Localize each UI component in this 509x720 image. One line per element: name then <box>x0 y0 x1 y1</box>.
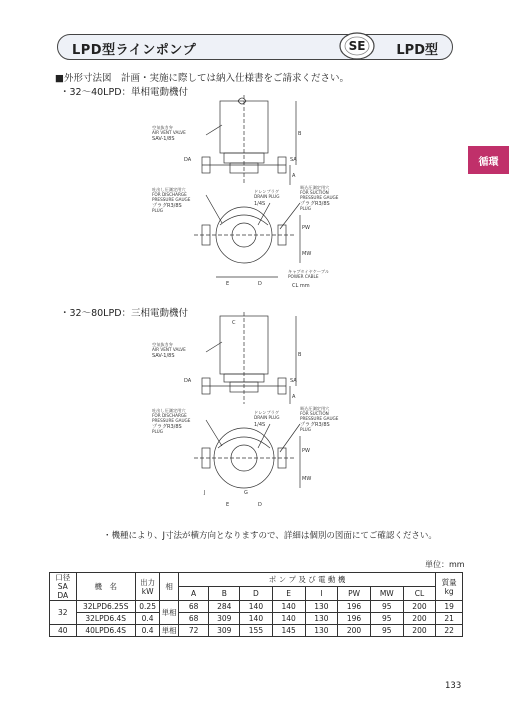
d1-dim-d: D <box>258 281 262 287</box>
brand-logo <box>338 30 376 62</box>
header-group: ポ ン プ 及 び 電 動 機 <box>178 573 436 587</box>
cell-e: 145 <box>272 625 305 637</box>
d2-drain-size: 1/4S <box>254 422 266 428</box>
d2-discharge-plug: プラグR3/8S <box>152 424 182 430</box>
d1-dim-e: E <box>226 281 230 287</box>
header-bore: 口径 SA DA <box>50 573 77 601</box>
d2-dim-j: J <box>204 490 206 496</box>
cell-b: 284 <box>209 601 240 613</box>
page-number: 133 <box>445 681 462 691</box>
cell-e: 140 <box>272 601 305 613</box>
cell-model: 32LPD6.4S <box>76 613 135 625</box>
drawing1-caption: ・32〜40LPD：単相電動機付 <box>60 87 189 98</box>
table-row <box>50 613 463 625</box>
d1-suction-gauge: 吸込圧測定用穴 <box>300 185 330 190</box>
cell-output: 0.4 <box>135 625 160 637</box>
cell-cl: 200 <box>403 613 436 625</box>
cell-a: 68 <box>178 601 209 613</box>
section-heading: ■外形寸法図 計画・実施に際しては納入仕様書をご請求ください。 <box>55 73 349 84</box>
cell-e: 140 <box>272 613 305 625</box>
d1-dim-pw: PW <box>302 225 310 231</box>
series-label: LPD型 <box>396 43 438 58</box>
d2-suction-gauge: 吸込圧測定用穴 <box>300 406 330 411</box>
cell-model: 40LPD6.4S <box>76 625 135 637</box>
d2-suction-en1: FOR SUCTION <box>300 411 329 416</box>
cell-phase: 単相 <box>160 601 178 625</box>
table-row <box>50 601 463 613</box>
cell-pw: 196 <box>338 613 371 625</box>
spec-table <box>49 572 463 637</box>
d1-discharge-en1: FOR DISCHARGE <box>152 192 187 197</box>
d1-discharge-en2: PRESSURE GAUGE <box>152 197 191 202</box>
subheader-mw: MW <box>370 587 403 601</box>
d1-drain-size: 1/4S <box>254 201 266 207</box>
d2-suction-en2: PRESSURE GAUGE <box>300 416 339 421</box>
cell-mw: 95 <box>370 613 403 625</box>
d1-suction-en1: FOR SUCTION <box>300 190 329 195</box>
d1-drain: ドレンプラグ <box>254 189 280 194</box>
d1-air-valve: 空気抜き弁 <box>152 125 173 130</box>
d2-dim-pw: PW <box>302 448 310 454</box>
cell-d: 155 <box>240 625 273 637</box>
d2-dim-a: A <box>292 394 296 400</box>
d1-discharge-plug: プラグR3/8S <box>152 203 182 209</box>
d2-dim-mw: MW <box>302 476 312 482</box>
side-tab-circulation[interactable] <box>468 146 509 174</box>
header-output: 出力 kW <box>135 573 160 601</box>
cell-pw: 196 <box>338 601 371 613</box>
page-title: LPD型ラインポンプ <box>72 43 197 58</box>
cell-d: 140 <box>240 613 273 625</box>
d2-drain-en: DRAIN PLUG <box>254 415 280 420</box>
subheader-pw: PW <box>338 587 371 601</box>
cell-cl: 200 <box>403 625 436 637</box>
d1-air-valve-model: SAV-1/8S <box>152 136 175 142</box>
d2-suction-plug-en: PLUG <box>300 427 311 432</box>
d1-discharge-plug-en: PLUG <box>152 208 163 213</box>
cell-cl: 200 <box>403 601 436 613</box>
d2-dim-b: B <box>298 352 302 358</box>
cell-mass: 21 <box>436 613 463 625</box>
d2-discharge-en1: FOR DISCHARGE <box>152 413 187 418</box>
subheader-b: B <box>209 587 240 601</box>
cell-phase: 単相 <box>161 626 177 635</box>
cell-mass: 22 <box>436 625 463 637</box>
cell-b: 309 <box>209 625 240 637</box>
cell-pw: 200 <box>338 625 371 637</box>
d2-dim-c: C <box>232 320 236 326</box>
cell-a: 72 <box>178 625 209 637</box>
cell-mw: 95 <box>370 601 403 613</box>
d2-air-valve-model: SAV-1/8S <box>152 353 175 359</box>
cell-a: 68 <box>178 613 209 625</box>
drawing-single-phase <box>150 95 350 295</box>
d2-discharge-gauge: 吐出し圧測定用穴 <box>152 408 186 413</box>
header-mass: 質量 kg <box>436 573 463 601</box>
d1-cl: CL mm <box>292 283 310 289</box>
side-tab-label: 循環 <box>478 156 499 168</box>
d1-cable-en: POWER CABLE <box>288 274 319 279</box>
cell-b: 309 <box>209 613 240 625</box>
d2-drain: ドレンプラグ <box>254 410 280 415</box>
d1-suction-plug: プラグR3/8S <box>300 201 330 207</box>
subheader-cl: CL <box>403 587 436 601</box>
d1-dim-sa: SA <box>290 157 297 163</box>
subheader-e: E <box>272 587 305 601</box>
header-model: 機 名 <box>76 573 135 601</box>
d2-air-valve-en: AIR VENT VALVE <box>152 347 186 352</box>
d1-drain-en: DRAIN PLUG <box>254 194 280 199</box>
d2-dim-e: E <box>226 502 230 508</box>
subheader-a: A <box>178 587 209 601</box>
d2-dim-d: D <box>258 502 262 508</box>
d2-suction-plug: プラグR3/8S <box>300 422 330 428</box>
d1-suction-en2: PRESSURE GAUGE <box>300 195 339 200</box>
cell-output: 0.25 <box>135 601 160 613</box>
cell-output: 0.4 <box>135 613 160 625</box>
cell-bore: 40 <box>50 625 77 637</box>
unit-label: 単位：mm <box>425 560 465 569</box>
title-bar <box>57 34 453 60</box>
cell-i: 130 <box>305 625 338 637</box>
d2-dim-g: G <box>244 490 248 496</box>
footnote: ・機種により、J寸法が横方向となりますので、詳細は個別の図面にてご確認ください。 <box>103 531 437 541</box>
d2-discharge-plug-en: PLUG <box>152 429 163 434</box>
d2-dim-sa: SA <box>290 378 297 384</box>
cell-mw: 95 <box>370 625 403 637</box>
d1-dim-a: A <box>292 173 296 179</box>
cell-i: 130 <box>305 613 338 625</box>
subheader-d: D <box>240 587 273 601</box>
cell-d: 140 <box>240 601 273 613</box>
logo-text: SE <box>348 39 366 53</box>
d2-dim-da: DA <box>184 378 192 384</box>
cell-bore: 32 <box>50 601 77 625</box>
table-row <box>50 625 463 637</box>
cell-i: 130 <box>305 601 338 613</box>
drawing2-caption: ・32〜80LPD：三相電動機付 <box>60 308 189 319</box>
cell-model: 32LPD6.25S <box>76 601 135 613</box>
d2-discharge-en2: PRESSURE GAUGE <box>152 418 191 423</box>
d2-air-valve: 空気抜き弁 <box>152 342 173 347</box>
drawing-three-phase <box>150 312 350 512</box>
d1-dim-mw: MW <box>302 251 312 257</box>
d1-suction-plug-en: PLUG <box>300 206 311 211</box>
d1-dim-da: DA <box>184 157 192 163</box>
d1-air-valve-en: AIR VENT VALVE <box>152 130 186 135</box>
d1-cable: キャブタイヤケーブル <box>288 269 330 274</box>
subheader-i: I <box>305 587 338 601</box>
cell-mass: 19 <box>436 601 463 613</box>
header-phase: 相 <box>160 573 178 601</box>
d1-dim-b: B <box>298 131 302 137</box>
d1-discharge-gauge: 吐出し圧測定用穴 <box>152 187 186 192</box>
